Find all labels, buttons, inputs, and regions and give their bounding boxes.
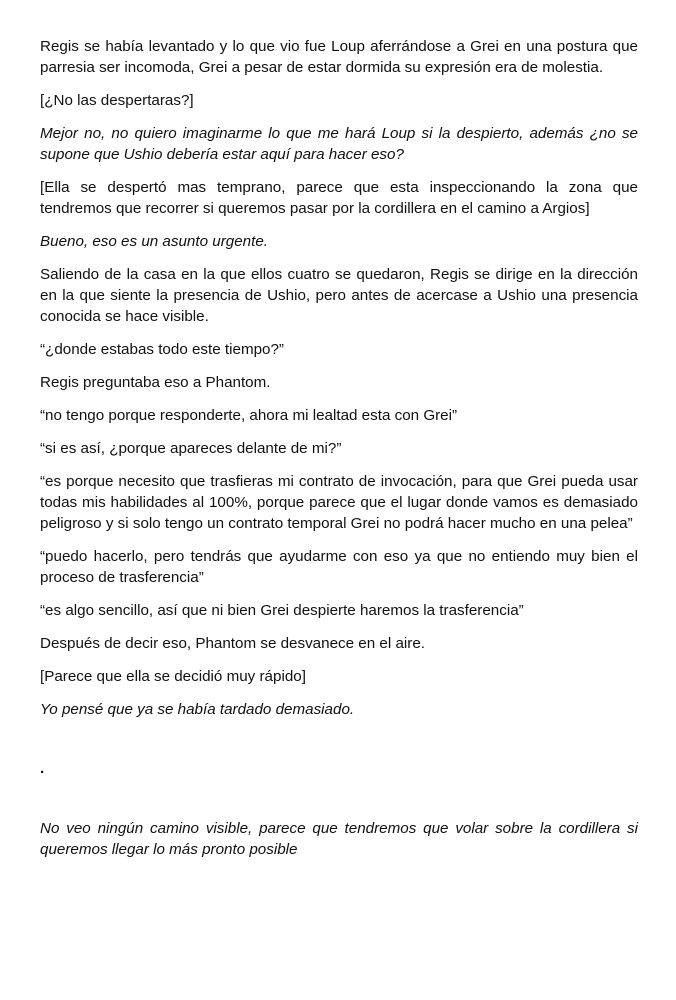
paragraph-12: “puedo hacerlo, pero tendrás que ayudarme con eso ya que no entiendo muy bien el proceso de trasferencia” [40,548,638,586]
paragraph-8: Regis preguntaba eso a Phantom. [40,374,271,391]
paragraph-10: “si es así, ¿porque apareces delante de mi?” [40,440,342,457]
paragraph-14: Después de decir eso, Phantom se desvanece en el aire. [40,635,425,652]
paragraph-6: Saliendo de la casa en la que ellos cuatro se quedaron, Regis se dirige en la dirección en la que siente la presencia de Ushio, pero antes de acercase a Ushio una presencia conocida se hace visible. [40,266,638,325]
paragraph-1: Regis se había levantado y lo que vio fue Loup aferrándose a Grei en una postura que parresia ser incomoda, Grei a pesar de estar dormida su expresión era de molestia. [40,38,638,76]
paragraph-9: “no tengo porque responderte, ahora mi lealtad esta con Grei” [40,407,458,424]
separator-spacer [40,779,638,818]
paragraph-16: Yo pensé que ya se había tardado demasiado. [40,701,355,718]
document-page [40,36,638,872]
paragraph-5: Bueno, eso es un asunto urgente. [40,233,268,250]
paragraph-13: “es algo sencillo, así que ni bien Grei despierte haremos la trasferencia” [40,602,524,619]
closing-paragraph: No veo ningún camino visible, parece que tendremos que volar sobre la cordillera si queremos llegar lo más pronto posible [40,820,638,858]
paragraph-7: “¿donde estabas todo este tiempo?” [40,341,284,358]
paragraph-15: [Parece que ella se decidió muy rápido] [40,668,306,685]
paragraph-4: [Ella se despertó mas temprano, parece que esta inspeccionando la zona que tendremos que recorrer si queremos pasar por la cordillera en el camino a Argios] [40,179,638,217]
section-separator: . [40,760,45,777]
paragraph-2: [¿No las despertaras?] [40,92,194,109]
paragraph-11: “es porque necesito que trasfieras mi contrato de invocación, para que Grei pueda usar todas mis habilidades al 100%, porque parece que el lugar donde vamos es demasiado peligroso y si solo tengo un contrato temporal Grei no podrá hacer mucho en una pelea” [40,473,638,532]
paragraph-3: Mejor no, no quiero imaginarme lo que me hará Loup si la despierto, además ¿no se supone que Ushio debería estar aquí para hacer eso? [40,125,638,163]
